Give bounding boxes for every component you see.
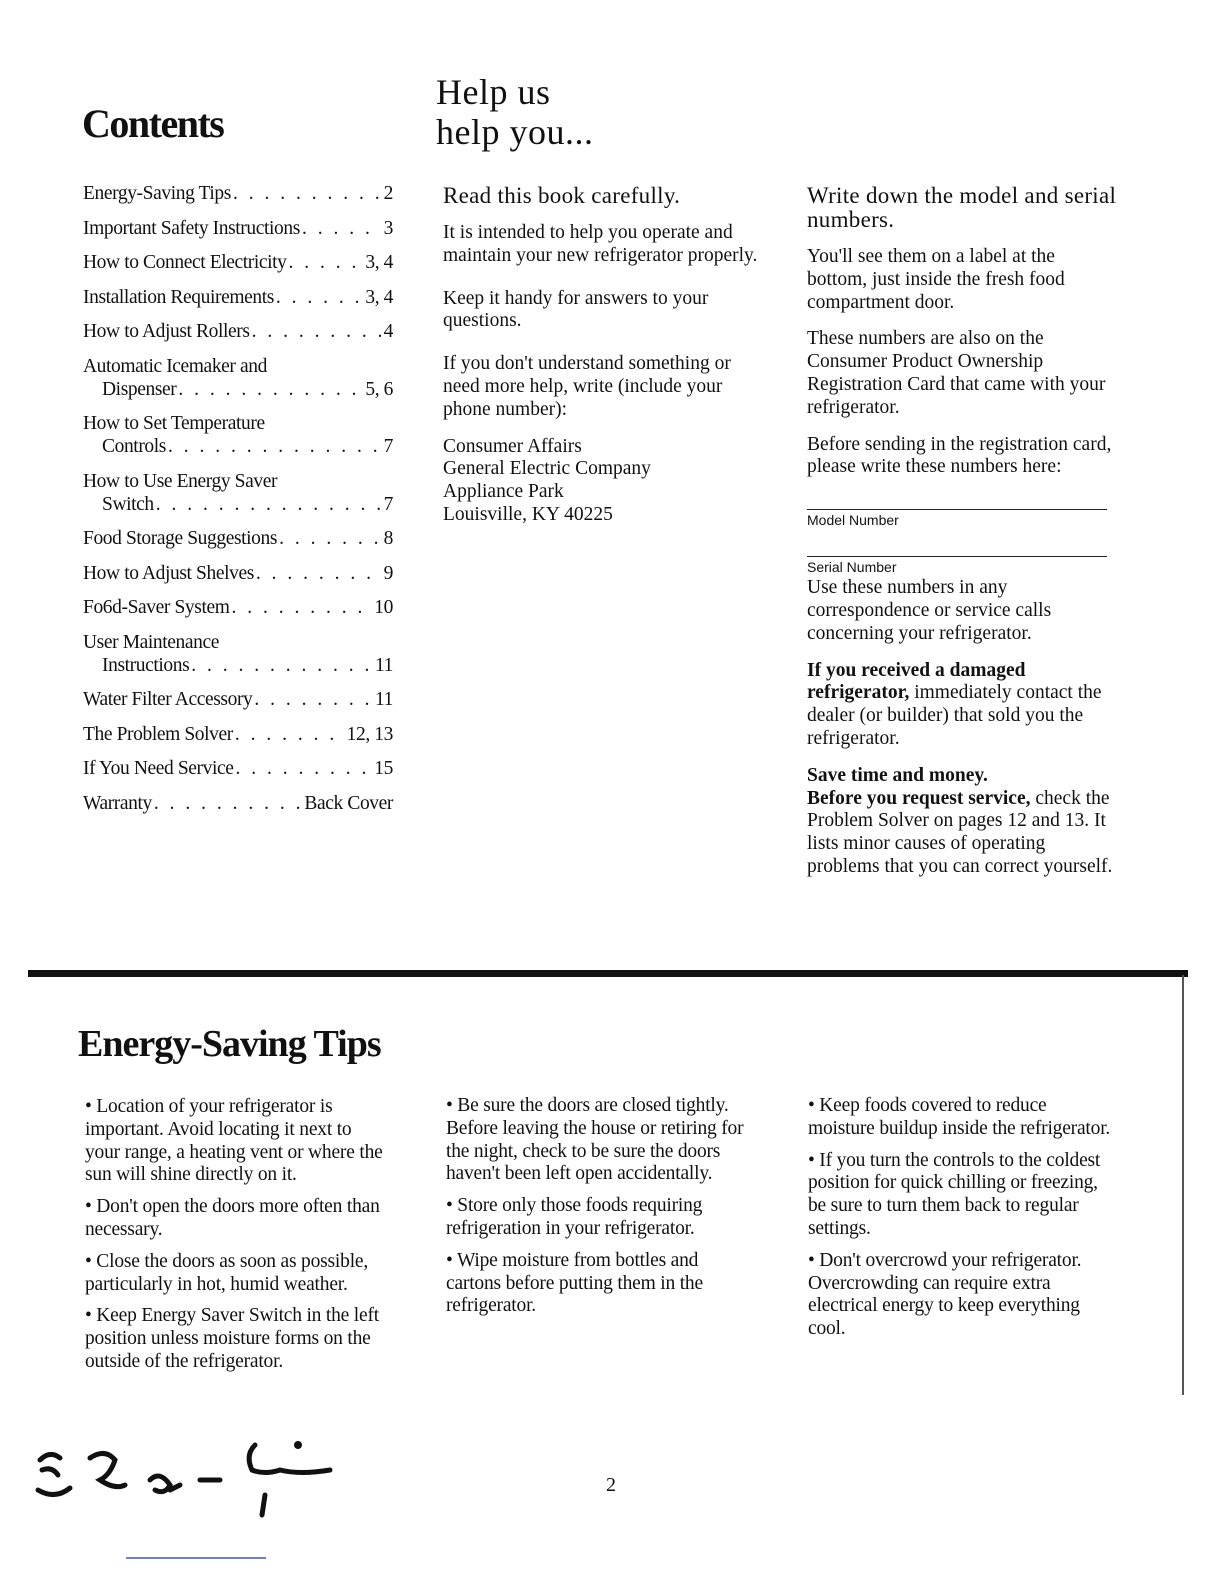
toc-entry[interactable]: Automatic Icemaker and Dispenser . . . 5, 6 (83, 355, 393, 401)
write-paragraph: These numbers are also on the Consumer Product Ownership Registration Card that came with your refrigerator. (807, 328, 1106, 418)
model-number-label: Model Number (807, 512, 899, 529)
read-paragraph: It is intended to help you operate and maintain your new refrigerator properly. (443, 222, 758, 266)
write-paragraph: Use these numbers in any correspondence or service calls concerning your refrigerator. (807, 577, 1052, 644)
read-paragraph: Keep it handy for answers to your questions. (443, 287, 709, 332)
energy-tips-column-2 (446, 1095, 751, 1327)
tip-item: • Keep Energy Saver Switch in the left position unless moisture forms on the outside of the refrigerator. (85, 1305, 379, 1372)
toc-entry[interactable]: How to Connect Electricity . . . 3, 4 (83, 251, 393, 274)
tip-item: • Close the doors as soon as possible, particularly in hot, humid weather. (85, 1250, 369, 1295)
toc-entry[interactable]: Important Safety Instructions . . . 3 (83, 217, 393, 240)
toc-entry[interactable]: Water Filter Accessory . . . 11 (83, 688, 393, 711)
tip-item: • Wipe moisture from bottles and cartons before putting them in the refrigerator. (446, 1249, 703, 1317)
contents-title: Contents (82, 101, 224, 146)
tip-item: • Keep foods covered to reduce moisture buildup inside the refrigerator. (808, 1095, 1111, 1139)
handwritten-mark-icon (30, 1430, 350, 1530)
serial-number-line[interactable] (807, 556, 1107, 557)
toc-entry[interactable]: Fo6d-Saver System . . . 10 (83, 596, 393, 619)
right-edge-line (1182, 975, 1184, 1395)
toc-entry[interactable]: Energy-Saving Tips . . . 2 (83, 182, 393, 205)
tip-item: • Store only those foods requiring refrigeration in your refrigerator. (446, 1195, 703, 1239)
save-paragraph: Save time and money. Before you request service, check the Problem Solver on pages 12 and 13. It lists minor causes of operating problems that you can correct yourself. (807, 764, 1113, 877)
table-of-contents (83, 182, 393, 826)
toc-entry[interactable]: How to Adjust Shelves . . . 9 (83, 562, 393, 585)
write-paragraph: You'll see them on a label at the bottom, just inside the fresh food compartment door. (807, 246, 1065, 313)
scan-artifact-line (126, 1557, 266, 1559)
energy-tips-title: Energy-Saving Tips (78, 1023, 381, 1065)
write-paragraph: Before sending in the registration card, please write these numbers here: (807, 433, 1112, 478)
energy-tips-column-1 (85, 1096, 390, 1383)
write-section (807, 184, 1117, 879)
read-heading: Read this book carefully. (443, 183, 681, 208)
toc-entry[interactable]: Warranty . . . Back Cover (83, 792, 393, 815)
tip-item: • Location of your refrigerator is important. Avoid locating it next to your range, a heating vent or where the sun will shine directly on it. (85, 1096, 383, 1186)
read-section (443, 184, 763, 527)
write-heading: Write down the model and serial numbers. (807, 183, 1117, 232)
damaged-paragraph: If you received a damaged refrigerator, immediately contact the dealer (or builder) that sold you the refrigerator. (807, 659, 1102, 749)
address-block: Consumer Affairs General Electric Company Appliance Park Louisville, KY 40225 (443, 435, 651, 525)
tip-item: • If you turn the controls to the coldest position for quick chilling or freezing, be sure to turn them back to regular settings. (808, 1149, 1101, 1239)
energy-tips-column-3 (808, 1095, 1113, 1350)
toc-entry[interactable]: Food Storage Suggestions . . . 8 (83, 527, 393, 550)
section-divider (28, 970, 1188, 977)
tip-item: • Don't overcrowd your refrigerator. Overcrowding can require extra electrical energy to keep everything cool. (808, 1249, 1082, 1340)
model-number-line[interactable] (807, 509, 1107, 510)
toc-entry[interactable]: How to Set Temperature Controls . . . 7 (83, 412, 393, 458)
toc-entry[interactable]: Installation Requirements . . . 3, 4 (83, 286, 393, 309)
read-paragraph: If you don't understand something or need more help, write (include your phone number): (443, 353, 731, 420)
toc-entry[interactable]: If You Need Service . . . 15 (83, 757, 393, 780)
page-number: 2 (606, 1474, 616, 1496)
toc-entry[interactable]: The Problem Solver . . . 12, 13 (83, 723, 393, 746)
toc-entry[interactable]: How to Use Energy Saver Switch . . . 7 (83, 470, 393, 516)
serial-number-label: Serial Number (807, 559, 897, 576)
tip-item: • Don't open the doors more often than necessary. (85, 1196, 380, 1240)
toc-entry[interactable]: User Maintenance Instructions . . . 11 (83, 631, 393, 677)
toc-entry[interactable]: How to Adjust Rollers . . . 4 (83, 320, 393, 343)
tip-item: • Be sure the doors are closed tightly. Before leaving the house or retiring for the night, check to be sure the doors haven't been left open accidentally. (446, 1095, 744, 1185)
help-title: Help us help you... (436, 72, 594, 152)
